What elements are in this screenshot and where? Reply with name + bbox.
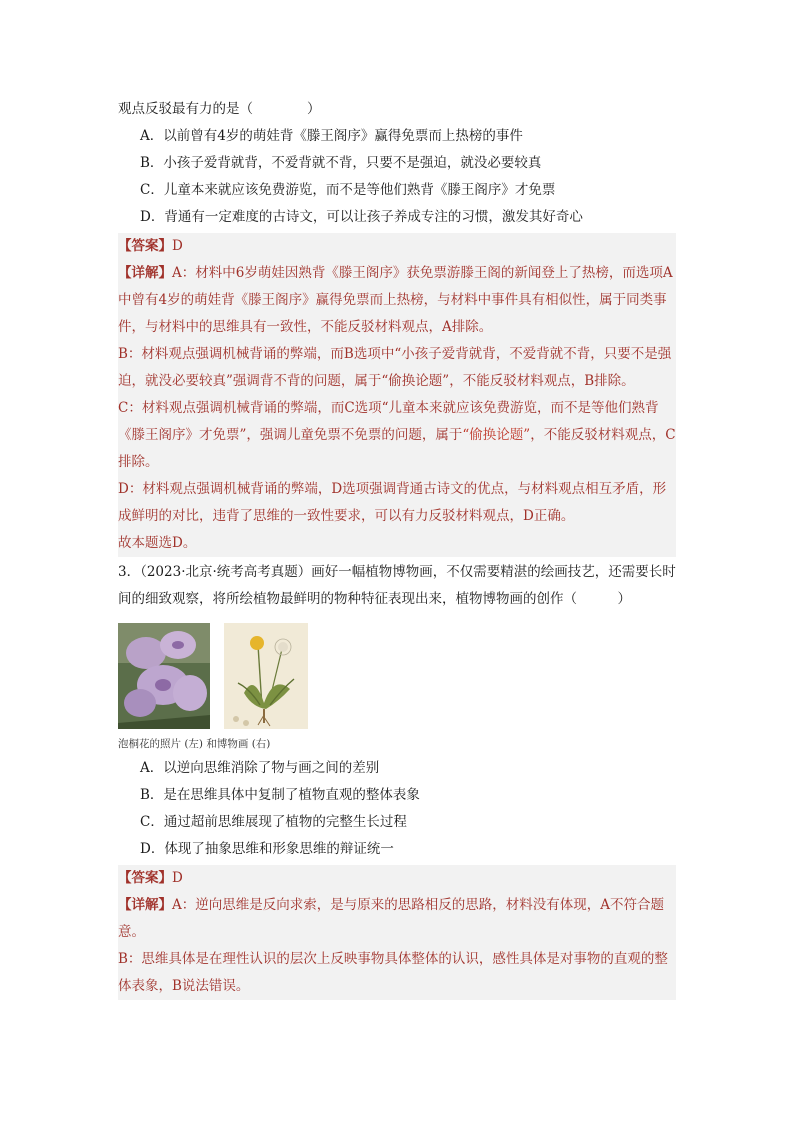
q3-stem: 3．（2023·北京·统考高考真题）画好一幅植物博物画，不仅需要精湛的绘画技艺，还需要长时间的细致观察，将所绘植物最鲜明的物种特征表现出来，植物博物画的创作（ ） <box>118 564 676 607</box>
q2-option-b: B．小孩子爱背就背，不爱背就不背，只要不是强迫，就没必要较真 <box>140 155 542 171</box>
q2-answer-block <box>118 233 676 557</box>
detail-c-emphasis: “偷换论题” <box>462 427 531 443</box>
q2-answer <box>118 233 676 260</box>
detail-tag: 【详解】 <box>118 897 172 913</box>
detail-c-text-2: ，不能反驳材料观点，C排除。 <box>118 427 676 470</box>
q2-detail-c <box>118 395 676 476</box>
q3-option-c: C．通过超前思维展现了植物的完整生长过程 <box>140 814 407 830</box>
detail-tag: 【详解】 <box>118 265 172 281</box>
detail-a-text: A：材料中6岁萌娃因熟背《滕王阁序》获免票游滕王阁的新闻登上了热榜，而选项A中曾有4岁的萌娃背《滕王阁序》赢得免票而上热榜，与材料中事件具有相似性，属于同类事件，与材料中的思维具有一致性，不能反驳材料观点，A排除。 <box>118 265 673 335</box>
answer-value: D <box>172 238 183 254</box>
q3-answer <box>118 865 676 892</box>
q2-detail-b: B：材料观点强调机械背诵的弊端，而B选项中“小孩子爱背就背，不爱背就不背，只要不是强迫，就没必要较真”强调背不背的问题，属于“偷换论题”，不能反驳材料观点，B排除。 <box>118 346 672 389</box>
q3-option-a: A．以逆向思维消除了物与画之间的差别 <box>140 760 380 776</box>
detail-a-text: A：逆向思维是反向求索，是与原来的思路相反的思路，材料没有体现，A不符合题意。 <box>118 897 664 940</box>
q3-detail-a <box>118 892 676 946</box>
answer-tag: 【答案】 <box>118 238 172 254</box>
q2-stem-end: 观点反驳最有力的是（ ） <box>118 101 321 117</box>
q2-conclusion: 故本题选D。 <box>118 535 197 551</box>
q3-detail-b: B：思维具体是在理性认识的层次上反映事物具体整体的认识，感性具体是对事物的直观的整体表象，B说法错误。 <box>118 951 668 994</box>
q3-figures <box>118 623 676 731</box>
q3-answer-block <box>118 865 676 1000</box>
dandelion-illustration-image <box>224 623 308 729</box>
q2-detail-d: D：材料观点强调机械背诵的弊端，D选项强调背通古诗文的优点，与材料观点相互矛盾，形成鲜明的对比，违背了思维的一致性要求，可以有力反驳材料观点，D正确。 <box>118 481 667 524</box>
answer-tag: 【答案】 <box>118 870 172 886</box>
q2-option-c: C．儿童本来就应该免费游览，而不是等他们熟背《滕王阁序》才免票 <box>140 182 556 198</box>
q2-option-a: A．以前曾有4岁的萌娃背《滕王阁序》赢得免票而上热榜的事件 <box>140 128 523 144</box>
q3-option-d: D．体现了抽象思维和形象思维的辩证统一 <box>140 841 394 857</box>
q3-option-b: B．是在思维具体中复制了植物直观的整体表象 <box>140 787 420 803</box>
paulownia-photo-image <box>118 623 210 729</box>
q3-figure-caption: 泡桐花的照片 (左) 和博物画 (右) <box>118 738 271 750</box>
document-page <box>118 96 676 1002</box>
q2-option-d: D．背通有一定难度的古诗文，可以让孩子养成专注的习惯，激发其好奇心 <box>140 209 583 225</box>
detail-c-text-1: C：材料观点强调机械背诵的弊端，而C选项“儿童本来就应该免费游览，而不是等他们熟背《滕王阁序》才免票”，强调儿童免票不免票的问题，属于 <box>118 400 659 443</box>
answer-value: D <box>172 870 183 886</box>
q2-detail-a <box>118 260 676 341</box>
